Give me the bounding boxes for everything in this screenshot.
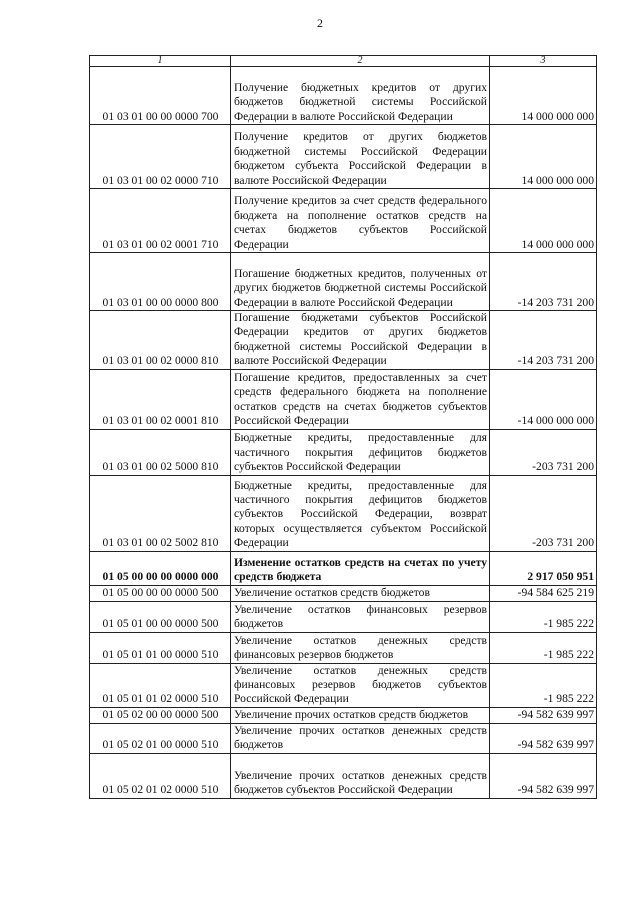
table-row: [90, 125, 597, 189]
column-number-header-row: [90, 56, 597, 67]
amount-cell: -1 985 222: [490, 663, 597, 707]
table-row: [90, 311, 597, 370]
description-cell: Бюджетные кредиты, предоставленные для частичного покрытия дефицитов бюджетов субъектов Российской Федерации, возврат которых осуществляется субъектом Российской Федерации: [231, 475, 490, 551]
amount-cell: -94 582 639 997: [490, 723, 597, 753]
budget-code-cell: 01 05 02 01 02 0000 510: [90, 753, 231, 798]
table-row: [90, 253, 597, 311]
description-cell: Получение бюджетных кредитов от других бюджетов бюджетной системы Российской Федерации в валюте Российской Федерации: [231, 67, 490, 125]
table-row: [90, 663, 597, 707]
budget-code-cell: 01 03 01 00 00 0000 800: [90, 253, 231, 311]
amount-cell: -1 985 222: [490, 601, 597, 632]
description-cell: Увеличение прочих остатков денежных средств бюджетов субъектов Российской Федерации: [231, 753, 490, 798]
description-cell: Бюджетные кредиты, предоставленные для частичного покрытия дефицитов бюджетов субъектов Российской Федерации: [231, 429, 490, 475]
table-row: [90, 753, 597, 798]
amount-cell: -14 203 731 200: [490, 311, 597, 370]
budget-code-cell: 01 03 01 00 02 0001 710: [90, 189, 231, 253]
budget-code-cell: 01 03 01 00 00 0000 700: [90, 67, 231, 125]
table-row: [90, 585, 597, 601]
amount-cell: -94 582 639 997: [490, 753, 597, 798]
description-cell: Погашение кредитов, предоставленных за счет средств федерального бюджета на пополнение остатков средств на счетах бюджетов субъектов Российской Федерации: [231, 369, 490, 429]
description-cell: Увеличение прочих остатков денежных средств бюджетов: [231, 723, 490, 753]
budget-code-cell: 01 05 01 00 00 0000 500: [90, 601, 231, 632]
table-row: [90, 601, 597, 632]
amount-cell: -1 985 222: [490, 632, 597, 663]
table-row: [90, 723, 597, 753]
description-cell: Увеличение остатков средств бюджетов: [231, 585, 490, 601]
budget-code-cell: 01 03 01 00 02 5000 810: [90, 429, 231, 475]
budget-code-cell: 01 03 01 00 02 0001 810: [90, 369, 231, 429]
amount-cell: -94 584 625 219: [490, 585, 597, 601]
description-cell: Увеличение остатков финансовых резервов бюджетов: [231, 601, 490, 632]
amount-cell: -14 203 731 200: [490, 253, 597, 311]
table-row: [90, 632, 597, 663]
description-cell: Увеличение остатков денежных средств финансовых резервов бюджетов: [231, 632, 490, 663]
budget-code-cell: 01 05 01 01 02 0000 510: [90, 663, 231, 707]
column-number-2: 2: [231, 56, 490, 67]
column-number-1: 1: [90, 56, 231, 67]
budget-code-cell: 01 03 01 00 02 5002 810: [90, 475, 231, 551]
budget-code-cell: 01 05 00 00 00 0000 000: [90, 551, 231, 585]
amount-cell: -203 731 200: [490, 429, 597, 475]
budget-code-cell: 01 05 00 00 00 0000 500: [90, 585, 231, 601]
table-row: [90, 189, 597, 253]
table-row: [90, 707, 597, 723]
amount-cell: -203 731 200: [490, 475, 597, 551]
column-number-3: 3: [490, 56, 597, 67]
page-number: 2: [317, 16, 323, 30]
budget-code-cell: 01 05 02 00 00 0000 500: [90, 707, 231, 723]
amount-cell: 14 000 000 000: [490, 125, 597, 189]
amount-cell: -94 582 639 997: [490, 707, 597, 723]
table-row: [90, 429, 597, 475]
amount-cell: -14 000 000 000: [490, 369, 597, 429]
description-cell: Получение кредитов от других бюджетов бюджетной системы Российской Федерации бюджетом субъекта Российской Федерации в валюте Российской Федерации: [231, 125, 490, 189]
table-row: [90, 475, 597, 551]
budget-sources-table: [89, 55, 597, 799]
table-row: [90, 551, 597, 585]
budget-code-cell: 01 05 01 01 00 0000 510: [90, 632, 231, 663]
amount-cell: 14 000 000 000: [490, 189, 597, 253]
amount-cell: 14 000 000 000: [490, 67, 597, 125]
budget-code-cell: 01 03 01 00 02 0000 710: [90, 125, 231, 189]
amount-cell: 2 917 050 951: [490, 551, 597, 585]
description-cell: Погашение бюджетами субъектов Российской Федерации кредитов от других бюджетов бюджетной системы Российской Федерации в валюте Российской Федерации: [231, 311, 490, 370]
description-cell: Погашение бюджетных кредитов, полученных от других бюджетов бюджетной системы Российской Федерации в валюте Российской Федерации: [231, 253, 490, 311]
table-row: [90, 67, 597, 125]
table-row: [90, 369, 597, 429]
description-cell: Увеличение прочих остатков средств бюджетов: [231, 707, 490, 723]
description-cell: Увеличение остатков денежных средств финансовых резервов бюджетов субъектов Российской Федерации: [231, 663, 490, 707]
budget-code-cell: 01 05 02 01 00 0000 510: [90, 723, 231, 753]
description-cell: Получение кредитов за счет средств федерального бюджета на пополнение остатков средств на счетах бюджетов субъектов Российской Федерации: [231, 189, 490, 253]
budget-code-cell: 01 03 01 00 02 0000 810: [90, 311, 231, 370]
description-cell: Изменение остатков средств на счетах по учету средств бюджета: [231, 551, 490, 585]
